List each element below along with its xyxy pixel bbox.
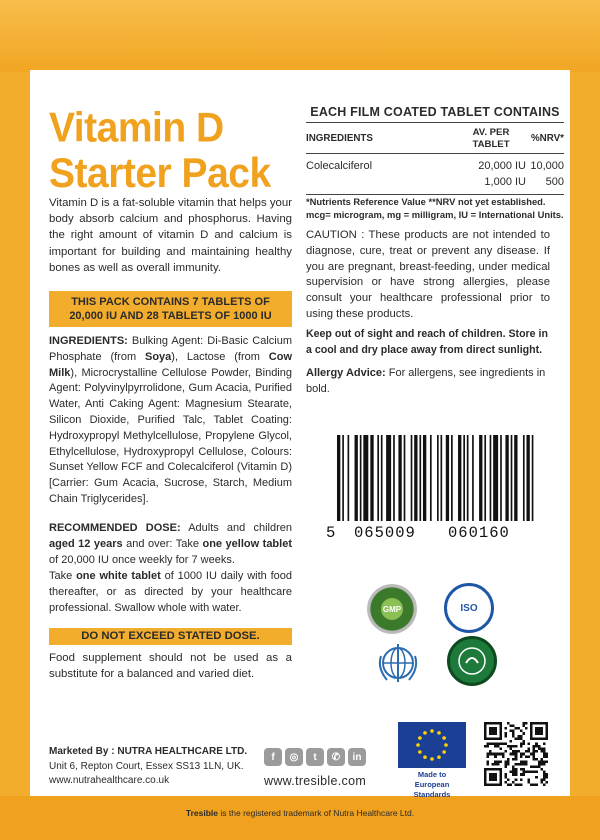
pack-contents-box bbox=[49, 291, 292, 327]
package-bottom-band bbox=[0, 796, 600, 840]
iso-badge bbox=[444, 583, 494, 633]
header-av-line-1: AV. PER bbox=[472, 127, 510, 138]
dose-text: and over: Take bbox=[122, 538, 203, 550]
intro-text: Vitamin D is a fat-soluble vitamin that helps your body absorb calcium and phosphorus. Having the right amount of vitamin D and calcium is important for building and maintaining healthy bones as well as overall immunity. bbox=[49, 197, 292, 274]
row-nrv: 500 bbox=[545, 176, 564, 188]
marketer-name bbox=[49, 745, 279, 760]
dose-text: Take bbox=[49, 570, 77, 582]
dose-text: of 1000 IU daily with food thereafter, or as directed by your healthcare professional. Swallow whole with water. bbox=[49, 570, 293, 614]
trademark-text: is the registered trademark of Nutra Healthcare Ltd. bbox=[218, 808, 415, 818]
facebook-icon: f bbox=[264, 748, 282, 766]
ingredients-part-2: ), Lactose (from bbox=[171, 350, 269, 363]
nrv-footnote: *Nutrients Reference Value **NRV not yet established. mcg= microgram, mg = milligram, IU = International Units. bbox=[306, 196, 564, 220]
instagram-icon: ◎ bbox=[285, 748, 303, 766]
halal-emblem-icon bbox=[452, 641, 492, 681]
product-title bbox=[49, 106, 309, 197]
dose-text: of 20,000 IU once weekly for 7 weeks. bbox=[49, 554, 235, 566]
pack-line-1: THIS PACK CONTAINS 7 TABLETS OF bbox=[71, 296, 270, 308]
eu-flag-icon bbox=[398, 722, 466, 768]
dose-text: Adults and children bbox=[180, 522, 292, 534]
header-ingredients: INGREDIENTS bbox=[306, 133, 373, 144]
dose-paragraph-1 bbox=[49, 520, 292, 568]
table-row bbox=[306, 158, 564, 174]
header-av-per-tablet bbox=[456, 127, 526, 151]
dose-white-tablet: one white tablet bbox=[76, 570, 161, 582]
title-line-2: Starter Pack bbox=[49, 150, 271, 197]
eu-line-1: Made to bbox=[417, 770, 447, 779]
qr-code-icon bbox=[484, 722, 548, 786]
table-header-row bbox=[306, 123, 564, 153]
marketer-website: www.nutrahealthcare.co.uk bbox=[49, 775, 170, 786]
dose-paragraph-2 bbox=[49, 568, 292, 616]
allergen-milk: Cow Milk bbox=[49, 350, 293, 379]
header-nrv: %NRV* bbox=[530, 133, 564, 144]
who-globe-icon bbox=[373, 638, 423, 688]
linkedin-icon: in bbox=[348, 748, 366, 766]
brand-website: www.tresible.com bbox=[264, 774, 367, 788]
table-row bbox=[306, 174, 564, 190]
row-amount: 1,000 IU bbox=[484, 176, 526, 188]
recommended-dose bbox=[49, 520, 292, 616]
gmp-badge bbox=[367, 584, 417, 634]
pack-line-2: 20,000 IU AND 28 TABLETS OF 1000 IU bbox=[69, 310, 272, 322]
barcode bbox=[337, 435, 537, 521]
dose-age: aged 12 years bbox=[49, 538, 123, 550]
row-ingredient: Colecalciferol bbox=[306, 160, 373, 172]
package-top-band bbox=[0, 0, 600, 72]
allergy-label: Allergy Advice: bbox=[306, 367, 386, 379]
gmp-badge-label: GMP bbox=[382, 604, 402, 614]
nutrition-table bbox=[306, 122, 564, 195]
trademark-brand: Tresible bbox=[185, 808, 219, 818]
row-amount: 20,000 IU bbox=[478, 160, 526, 172]
table-divider bbox=[306, 153, 564, 154]
allergy-advice bbox=[306, 366, 550, 398]
dose-warning: DO NOT EXCEED STATED DOSE. bbox=[49, 628, 292, 645]
ingredients-part-1: Bulking Agent: Di-Basic Calcium Phosphate (from bbox=[49, 335, 292, 363]
header-av-line-2: TABLET bbox=[472, 139, 510, 150]
ingredients-label: INGREDIENTS: bbox=[49, 335, 128, 347]
eu-line-2: European Standards bbox=[413, 780, 451, 799]
allergy-text: For allergens, see ingredients in bold. bbox=[306, 367, 546, 395]
who-emblem-icon bbox=[373, 638, 423, 688]
social-icons bbox=[264, 748, 366, 766]
marketer-info bbox=[49, 745, 279, 789]
barcode-digit-group-1: 065009 bbox=[354, 524, 416, 542]
ingredients-text bbox=[49, 334, 292, 508]
halal-badge-icon bbox=[447, 636, 497, 686]
caution-text: CAUTION : These products are not intended to diagnose, cure, treat or prevent any disease. If you are pregnant, breast-feeding, under medical supervision or have strong allergies, please consult your healthcare professional prior to using these products. bbox=[306, 229, 550, 320]
dose-yellow-tablet: one yellow tablet bbox=[202, 538, 292, 550]
row-nrv: 10,000 bbox=[530, 160, 564, 172]
trademark-notice bbox=[0, 808, 600, 818]
allergen-soya: Soya bbox=[144, 350, 172, 363]
food-supplement-note: Food supplement should not be used as a substitute for a balanced and varied diet. bbox=[49, 652, 292, 680]
table-divider bbox=[306, 194, 564, 195]
iso-badge-label: ISO bbox=[460, 602, 478, 614]
eu-standards-label bbox=[396, 770, 468, 800]
nutrition-table-title: EACH FILM COATED TABLET CONTAINS bbox=[310, 105, 560, 119]
twitter-icon: t bbox=[306, 748, 324, 766]
title-line-1: Vitamin D bbox=[49, 104, 224, 152]
marketer-label: Marketed By : NUTRA HEALTHCARE LTD. bbox=[49, 746, 248, 757]
barcode-digit-first: 5 bbox=[326, 524, 337, 542]
storage-warning: Keep out of sight and reach of children. Store in a cool and dry place away from direct sunlight. bbox=[306, 328, 548, 356]
whatsapp-icon: ✆ bbox=[327, 748, 345, 766]
barcode-digit-group-2: 060160 bbox=[448, 524, 510, 542]
ingredients-part-3: ), Microcrystalline Cellulose Powder, Binding Agent: Polyvinylpyrrolidone, Gum Acacia, Purified Water, Anti Caking Agent: Magnesium Stearate, Silicon Dioxide, Purified Talc, Tablet Coating: Hydroxypropyl Methylcellulose, Propylene Glycol, Ethylcellulose, Hydroxypropyl Cellulose, Colours: Sunset Yellow FCF and Colecalciferol (Vitamin D) [Carrier: Gum Acacia, Sucrose, Starch, Medium Chain Triglycerides]. bbox=[49, 366, 292, 505]
dose-label: RECOMMENDED DOSE: bbox=[49, 522, 181, 534]
marketer-address: Unit 6, Repton Court, Essex SS13 1LN, UK. bbox=[49, 760, 244, 772]
